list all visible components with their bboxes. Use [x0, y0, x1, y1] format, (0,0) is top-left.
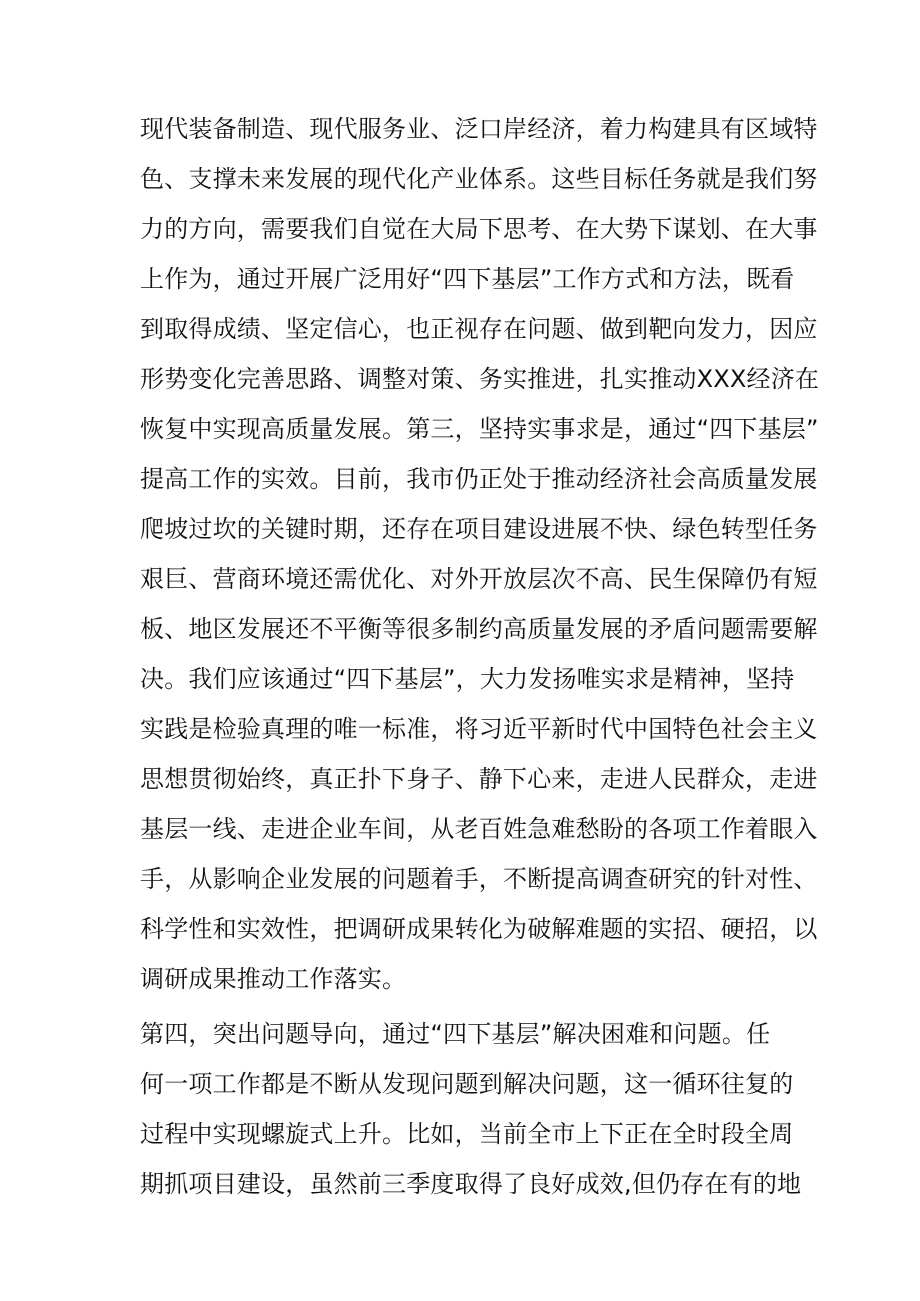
- text-line: 到取得成绩、坚定信心，也正视存在问题、做到靶向发力，因应: [140, 315, 818, 343]
- text-line: 现代装备制造、现代服务业、泛口岸经济，着力构建具有区域特: [140, 115, 818, 143]
- text-line: 何一项工作都是不断从发现问题到解决问题，这一循环往复的: [140, 1070, 794, 1098]
- paragraph-start-line: 第四，突出问题导向，通过“四下基层”解决困难和问题。任: [140, 1020, 771, 1048]
- text-line: 科学性和实效性，把调研成果转化为破解难题的实招、硬招，以: [140, 915, 818, 943]
- text-line: 恢复中实现高质量发展。第三，坚持实事求是，通过“四下基层”: [140, 415, 819, 443]
- text-line: 提高工作的实效。目前，我市仍正处于推动经济社会高质量发展: [140, 465, 818, 493]
- text-line: 调研成果推动工作落实。: [140, 965, 407, 993]
- text-line: 上作为，通过开展广泛用好“四下基层”工作方式和方法，既看: [140, 265, 795, 293]
- text-line: 形势变化完善思路、调整对策、务实推进，扎实推动XXX经济在: [140, 365, 820, 393]
- text-line: 爬坡过坎的关键时期，还存在项目建设进展不快、绿色转型任务: [140, 515, 818, 543]
- text-line: 基层一线、走进企业车间，从老百姓急难愁盼的各项工作着眼入: [140, 815, 818, 843]
- text-line: 力的方向，需要我们自觉在大局下思考、在大势下谋划、在大事: [140, 215, 818, 243]
- text-line: 过程中实现螺旋式上升。比如，当前全市上下正在全时段全周: [140, 1120, 794, 1148]
- text-line: 期抓项目建设，虽然前三季度取得了良好成效,但仍存在有的地: [140, 1170, 802, 1198]
- body-text: [140, 104, 820, 1209]
- text-line: 色、支撑未来发展的现代化产业体系。这些目标任务就是我们努: [140, 165, 818, 193]
- text-line: 决。我们应该通过“四下基层”，大力发扬唯实求是精神，坚持: [140, 665, 795, 693]
- text-line: 思想贯彻始终，真正扑下身子、静下心来，走进人民群众，走进: [140, 765, 818, 793]
- text-line: 板、地区发展还不平衡等很多制约高质量发展的矛盾问题需要解: [140, 615, 818, 643]
- text-line: 手，从影响企业发展的问题着手，不断提高调查研究的针对性、: [140, 865, 818, 893]
- text-line: 实践是检验真理的唯一标准，将习近平新时代中国特色社会主义: [140, 715, 818, 743]
- text-line: 艰巨、营商环境还需优化、对外开放层次不高、民生保障仍有短: [140, 565, 818, 593]
